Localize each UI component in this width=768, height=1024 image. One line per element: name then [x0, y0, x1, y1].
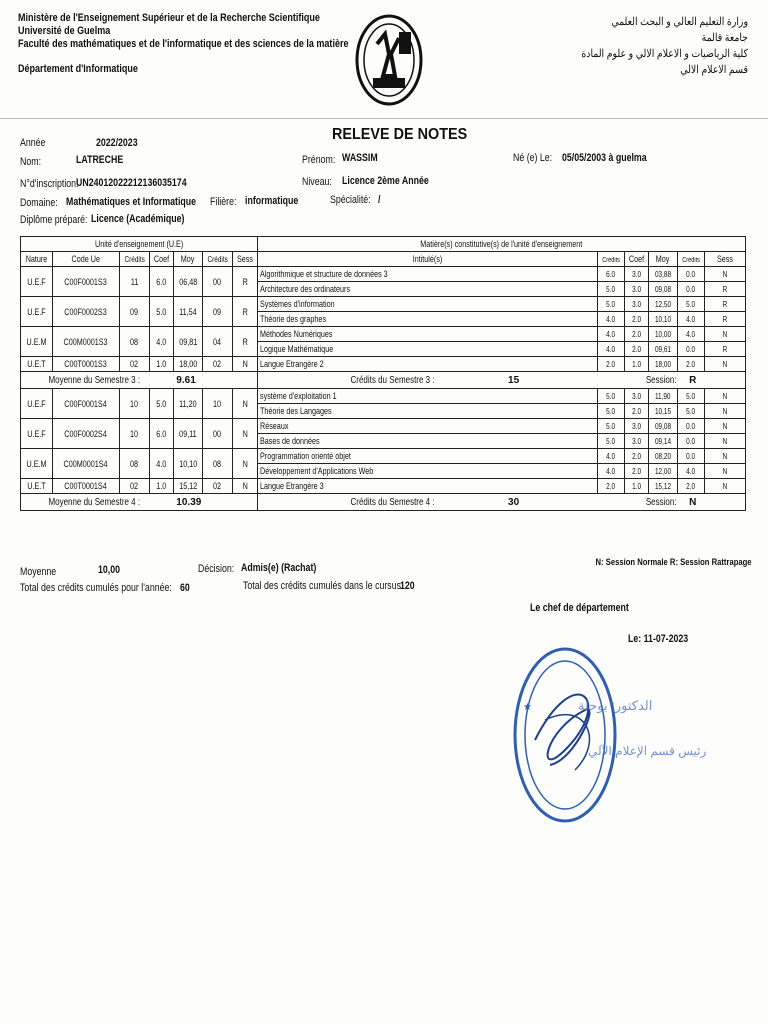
- ue-credits: 02: [119, 357, 149, 372]
- col-nature: Nature: [21, 252, 53, 267]
- ministry-header: [18, 12, 348, 76]
- matiere-credits-obtenus: 0.0: [677, 267, 704, 282]
- stamp-text-1: الدكتور: بوحلة: [578, 698, 653, 713]
- ue-header: Unité d'enseignement (U.E): [21, 237, 258, 252]
- matiere-credits: 5.0: [597, 282, 624, 297]
- table-row: [21, 357, 746, 372]
- matiere-name: Réseaux: [258, 419, 597, 434]
- matiere-name: Programmation orienté objet: [258, 449, 597, 464]
- matiere-coef: 3.0: [624, 434, 648, 449]
- matiere-moyenne: 12,50: [648, 297, 677, 312]
- niveau-label: Niveau:: [302, 176, 332, 188]
- col-coef: Coef: [149, 252, 173, 267]
- ue-code: C00F0002S4: [53, 419, 120, 449]
- ue-moyenne: 09,81: [173, 327, 202, 357]
- matiere-name: Théorie des Langages: [258, 404, 597, 419]
- nom-value: LATRECHE: [76, 154, 124, 166]
- matiere-header: Matière(s) constitutive(s) de l'unité d'enseignement: [258, 237, 746, 252]
- annee-label: Année: [20, 137, 46, 149]
- matiere-session: R: [705, 282, 746, 297]
- header-divider: [0, 118, 768, 119]
- diplome-value: Licence (Académique): [91, 213, 185, 225]
- matiere-coef: 2.0: [624, 449, 648, 464]
- ue-session: N: [233, 357, 258, 372]
- matiere-credits: 4.0: [597, 449, 624, 464]
- ue-session: R: [233, 297, 258, 327]
- matiere-moyenne: 09,14: [648, 434, 677, 449]
- ue-nature: U.E.F: [21, 389, 53, 419]
- ue-code: C00T0001S4: [53, 479, 120, 494]
- ue-session: R: [233, 327, 258, 357]
- matiere-coef: 1.0: [624, 479, 648, 494]
- matiere-session: N: [705, 434, 746, 449]
- university-name: Université de Guelma: [18, 25, 111, 37]
- col-sess: Sess: [233, 252, 258, 267]
- table-row: [21, 479, 746, 494]
- matiere-coef: 2.0: [624, 312, 648, 327]
- annee-value: 2022/2023: [96, 137, 138, 149]
- ue-code: C00F0002S3: [53, 297, 120, 327]
- s3-credits-session: Crédits du Semestre 3 : 15 Session: R: [258, 372, 746, 389]
- ue-nature: U.E.T: [21, 479, 53, 494]
- ue-coef: 5.0: [149, 297, 173, 327]
- col-intitule: Intitulé(s): [258, 252, 597, 267]
- stamp-text-2: رئيس قسم الإعلام الآلي: [588, 744, 707, 758]
- decision-label: Décision:: [198, 563, 235, 575]
- date-value: 11-07-2023: [643, 633, 689, 645]
- matiere-moyenne: 09,61: [648, 342, 677, 357]
- specialite-label: Spécialité:: [330, 194, 371, 206]
- prenom-value: WASSIM: [342, 152, 378, 164]
- matiere-coef: 3.0: [624, 389, 648, 404]
- birth-label: Né (e) Le:: [513, 152, 553, 164]
- matiere-name: Langue Etrangère 2: [258, 357, 597, 372]
- s3-moyenne: Moyenne du Semestre 3 : 9.61: [21, 372, 258, 389]
- ue-nature: U.E.M: [21, 449, 53, 479]
- matiere-credits: 4.0: [597, 342, 624, 357]
- ue-code: C00F0001S3: [53, 267, 120, 297]
- matiere-moyenne: 09,08: [648, 419, 677, 434]
- matiere-credits: 5.0: [597, 434, 624, 449]
- ue-moyenne: 06,48: [173, 267, 202, 297]
- ue-moyenne: 11,20: [173, 389, 202, 419]
- matiere-moyenne: 18,00: [648, 357, 677, 372]
- col-mat-coef: Coef: [624, 252, 648, 267]
- credits-cursus-value: 120: [400, 580, 415, 592]
- matiere-moyenne: 10,15: [648, 404, 677, 419]
- matiere-moyenne: 11,90: [648, 389, 677, 404]
- matiere-coef: 2.0: [624, 404, 648, 419]
- date-label: Le: 11-07-2023: [628, 633, 689, 645]
- matiere-credits-obtenus: 5.0: [677, 404, 704, 419]
- specialite-value: /: [378, 194, 381, 206]
- matiere-name: système d'exploitation 1: [258, 389, 597, 404]
- matiere-credits: 6.0: [597, 267, 624, 282]
- matiere-session: N: [705, 419, 746, 434]
- matiere-credits: 4.0: [597, 464, 624, 479]
- ue-credits-obtenus: 00: [202, 267, 232, 297]
- matiere-name: Systèmes d'information: [258, 297, 597, 312]
- inscription-value: UN24012022212136035174: [76, 177, 187, 189]
- semester-4-summary: [21, 494, 746, 511]
- matiere-credits-obtenus: 0.0: [677, 434, 704, 449]
- matiere-session: N: [705, 449, 746, 464]
- matiere-moyenne: 09,08: [648, 282, 677, 297]
- arabic-ministry: وزارة التعليم العالي و البحث العلمي: [611, 16, 748, 28]
- ue-credits: 08: [119, 449, 149, 479]
- matiere-credits-obtenus: 2.0: [677, 479, 704, 494]
- ue-credits: 10: [119, 419, 149, 449]
- matiere-session: N: [705, 389, 746, 404]
- matiere-credits-obtenus: 5.0: [677, 297, 704, 312]
- arabic-header: [581, 14, 748, 78]
- col-credits: Crédits: [119, 252, 149, 267]
- matiere-name: Langue Etrangère 3: [258, 479, 597, 494]
- matiere-moyenne: 12,00: [648, 464, 677, 479]
- matiere-moyenne: 10,10: [648, 312, 677, 327]
- ue-session: N: [233, 389, 258, 419]
- matiere-credits-obtenus: 4.0: [677, 312, 704, 327]
- ministry-name: Ministère de l'Enseignement Supérieur et de la Recherche Scientifique: [18, 12, 320, 24]
- matiere-credits: 5.0: [597, 404, 624, 419]
- credits-annee-label: Total des crédits cumulés pour l'année:: [20, 582, 172, 594]
- matiere-session: N: [705, 327, 746, 342]
- ue-coef: 1.0: [149, 357, 173, 372]
- matiere-name: Architecture des ordinateurs: [258, 282, 597, 297]
- col-mat-credits-obt: Crédits: [677, 252, 704, 267]
- col-mat-moy: Moy: [648, 252, 677, 267]
- credits-annee-value: 60: [180, 582, 190, 594]
- matiere-credits-obtenus: 0.0: [677, 419, 704, 434]
- faculty-name: Faculté des mathématiques et de l'informatique et des sciences de la matière: [18, 38, 349, 50]
- ue-nature: U.E.T: [21, 357, 53, 372]
- table-row: [21, 389, 746, 404]
- ue-session: R: [233, 267, 258, 297]
- ue-code: C00F0001S4: [53, 389, 120, 419]
- matiere-name: Développement d'Applications Web: [258, 464, 597, 479]
- matiere-session: R: [705, 342, 746, 357]
- matiere-session: N: [705, 267, 746, 282]
- grades-table: [20, 236, 746, 511]
- matiere-credits: 2.0: [597, 479, 624, 494]
- ue-coef: 4.0: [149, 327, 173, 357]
- matiere-credits-obtenus: 0.0: [677, 342, 704, 357]
- ue-code: C00M0001S3: [53, 327, 120, 357]
- matiere-credits: 4.0: [597, 312, 624, 327]
- nom-label: Nom:: [20, 156, 42, 168]
- ue-credits-obtenus: 02: [202, 357, 232, 372]
- birth-value: 05/05/2003 à guelma: [562, 152, 647, 164]
- col-mat-credits: Crédits: [597, 252, 624, 267]
- matiere-name: Bases de données: [258, 434, 597, 449]
- ue-code: C00M0001S4: [53, 449, 120, 479]
- arabic-faculty: كلية الرياضيات و الاعلام الالي و علوم المادة: [581, 48, 748, 60]
- ue-credits-obtenus: 09: [202, 297, 232, 327]
- ue-nature: U.E.F: [21, 267, 53, 297]
- niveau-value: Licence 2ème Année: [342, 175, 429, 187]
- matiere-credits-obtenus: 0.0: [677, 282, 704, 297]
- matiere-credits-obtenus: 5.0: [677, 389, 704, 404]
- arabic-university: جامعة قالمة: [701, 32, 748, 44]
- matiere-credits-obtenus: 4.0: [677, 327, 704, 342]
- matiere-credits-obtenus: 2.0: [677, 357, 704, 372]
- col-credits-obt: Crédits: [202, 252, 232, 267]
- chef-departement: Le chef de département: [530, 602, 629, 614]
- matiere-name: Algorithmique et structure de données 3: [258, 267, 597, 282]
- ue-session: N: [233, 479, 258, 494]
- ue-session: N: [233, 419, 258, 449]
- ue-credits: 11: [119, 267, 149, 297]
- semester-4-rows: [21, 389, 746, 494]
- matiere-credits: 5.0: [597, 419, 624, 434]
- ue-credits: 02: [119, 479, 149, 494]
- session-legend: N: Session Normale R: Session Rattrapage: [595, 557, 752, 567]
- ue-credits-obtenus: 02: [202, 479, 232, 494]
- inscription-label: N°d'inscription:: [20, 178, 79, 190]
- matiere-credits-obtenus: 0.0: [677, 449, 704, 464]
- ue-moyenne: 09,11: [173, 419, 202, 449]
- matiere-coef: 2.0: [624, 464, 648, 479]
- matiere-session: N: [705, 404, 746, 419]
- ue-credits: 09: [119, 297, 149, 327]
- col-code-ue: Code Ue: [53, 252, 120, 267]
- matiere-session: N: [705, 464, 746, 479]
- semester-3-rows: [21, 267, 746, 372]
- table-row: [21, 327, 746, 342]
- matiere-coef: 1.0: [624, 357, 648, 372]
- matiere-name: Méthodes Numériques: [258, 327, 597, 342]
- matiere-session: R: [705, 312, 746, 327]
- ue-credits-obtenus: 04: [202, 327, 232, 357]
- ue-coef: 4.0: [149, 449, 173, 479]
- col-moy: Moy: [173, 252, 202, 267]
- ue-moyenne: 18,00: [173, 357, 202, 372]
- ue-credits: 08: [119, 327, 149, 357]
- s4-credits-session: Crédits du Semestre 4 : 30 Session: N: [258, 494, 746, 511]
- table-row: [21, 419, 746, 434]
- matiere-session: R: [705, 297, 746, 312]
- matiere-credits: 5.0: [597, 297, 624, 312]
- s4-moyenne: Moyenne du Semestre 4 : 10.39: [21, 494, 258, 511]
- matiere-coef: 2.0: [624, 342, 648, 357]
- ue-code: C00T0001S3: [53, 357, 120, 372]
- ue-credits: 10: [119, 389, 149, 419]
- col-mat-sess: Sess: [705, 252, 746, 267]
- matiere-credits-obtenus: 4.0: [677, 464, 704, 479]
- filiere-value: informatique: [245, 195, 299, 207]
- university-logo: [355, 14, 423, 106]
- ue-credits-obtenus: 00: [202, 419, 232, 449]
- matiere-coef: 3.0: [624, 419, 648, 434]
- ue-nature: U.E.M: [21, 327, 53, 357]
- domaine-value: Mathématiques et Informatique: [66, 196, 197, 208]
- ue-credits-obtenus: 08: [202, 449, 232, 479]
- matiere-moyenne: 08,20: [648, 449, 677, 464]
- filiere-label: Filière:: [210, 196, 237, 208]
- matiere-coef: 2.0: [624, 327, 648, 342]
- ue-moyenne: 10,10: [173, 449, 202, 479]
- svg-text:★: ★: [523, 702, 532, 713]
- matiere-name: Théorie des graphes: [258, 312, 597, 327]
- domaine-label: Domaine:: [20, 197, 58, 209]
- table-row: [21, 267, 746, 282]
- credits-cursus-label: Total des crédits cumulés dans le cursus:: [243, 580, 404, 592]
- matiere-moyenne: 03,88: [648, 267, 677, 282]
- matiere-name: Logique Mathématique: [258, 342, 597, 357]
- semester-3-summary: [21, 372, 746, 389]
- matiere-coef: 3.0: [624, 267, 648, 282]
- table-row: [21, 449, 746, 464]
- ue-nature: U.E.F: [21, 297, 53, 327]
- moyenne-label: Moyenne: [20, 566, 57, 578]
- moyenne-value: 10,00: [98, 564, 121, 576]
- matiere-moyenne: 15,12: [648, 479, 677, 494]
- ue-coef: 1.0: [149, 479, 173, 494]
- matiere-credits: 2.0: [597, 357, 624, 372]
- ue-coef: 6.0: [149, 267, 173, 297]
- diplome-label: Diplôme préparé:: [20, 214, 88, 226]
- ue-moyenne: 11,54: [173, 297, 202, 327]
- arabic-department: قسم الاعلام الالي: [680, 64, 748, 76]
- ue-coef: 5.0: [149, 389, 173, 419]
- ue-nature: U.E.F: [21, 419, 53, 449]
- table-row: [21, 297, 746, 312]
- decision-value: Admis(e) (Rachat): [241, 562, 317, 574]
- matiere-session: N: [705, 479, 746, 494]
- official-stamp: [505, 640, 625, 830]
- matiere-moyenne: 10,00: [648, 327, 677, 342]
- matiere-credits: 5.0: [597, 389, 624, 404]
- ue-session: N: [233, 449, 258, 479]
- page-title: RELEVE DE NOTES: [332, 126, 468, 143]
- matiere-session: N: [705, 357, 746, 372]
- department-name: Département d'Informatique: [18, 63, 138, 75]
- ue-coef: 6.0: [149, 419, 173, 449]
- ue-moyenne: 15,12: [173, 479, 202, 494]
- matiere-credits: 4.0: [597, 327, 624, 342]
- ue-credits-obtenus: 10: [202, 389, 232, 419]
- matiere-coef: 3.0: [624, 297, 648, 312]
- matiere-coef: 3.0: [624, 282, 648, 297]
- prenom-label: Prénom:: [302, 154, 336, 166]
